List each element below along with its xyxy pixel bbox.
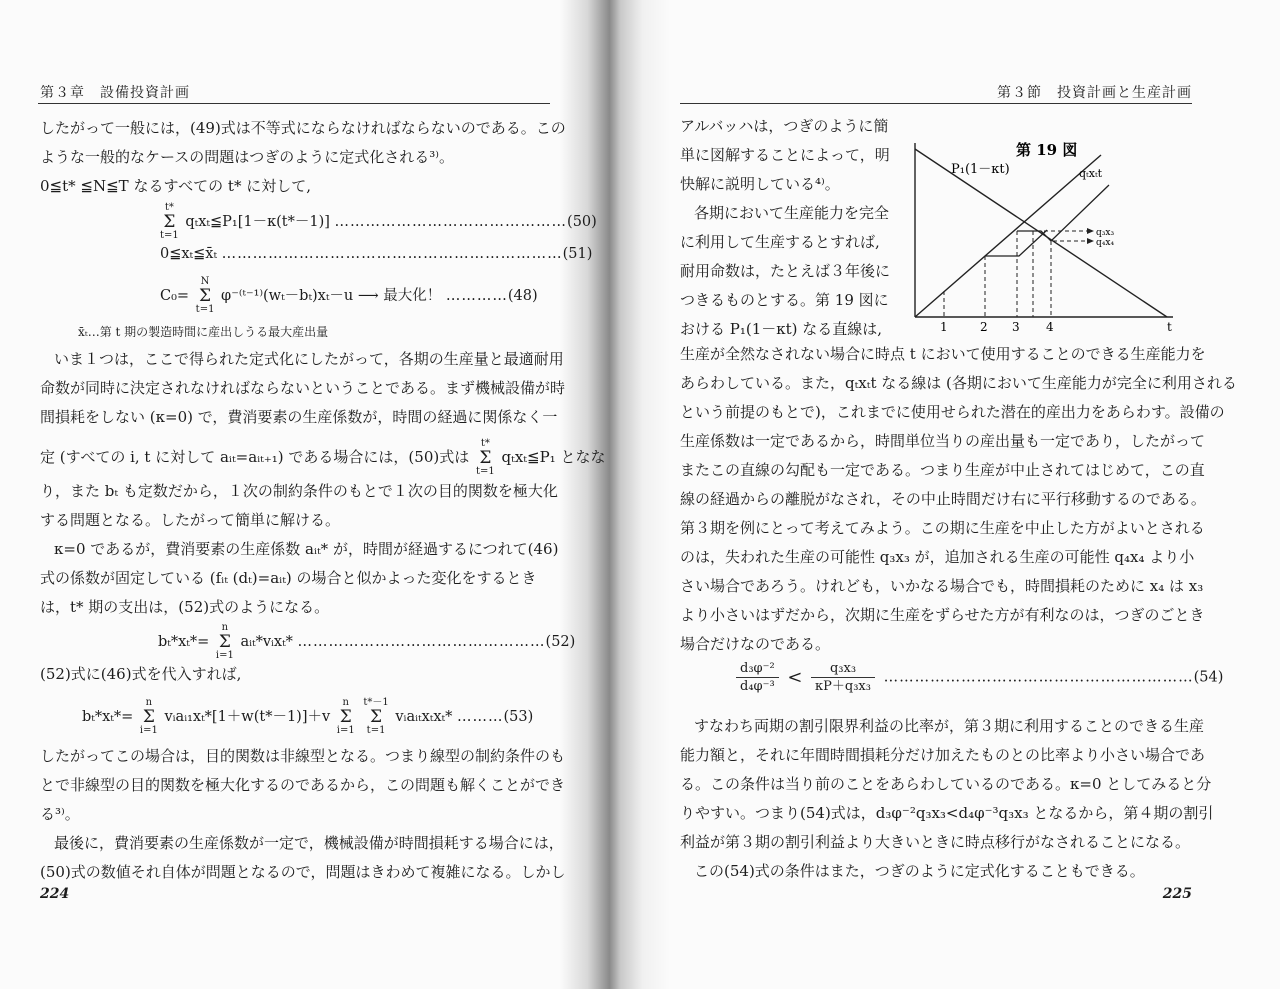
q4x4-label: q₄x₄ (1096, 238, 1115, 248)
text-line: 場合だけなのである。 (680, 635, 831, 653)
capacity-line-label: P₁(1－κt) (951, 162, 1010, 177)
header-rule (38, 103, 550, 104)
text-line: (52)式に(46)式を代入すれば, (40, 665, 242, 683)
x-axis-label: t (1167, 320, 1172, 334)
equation-52: bₜ*xₜ*= n Σ i=1 aᵢₜ*vᵢxₜ* …………………………………………(52) (158, 622, 576, 661)
text-line: は，t* 期の支出は，(52)式のようになる。 (40, 598, 330, 616)
text-line: という前提のもとで)，これまでに使用せられた潜在的産出力をあらわす。設備の (680, 403, 1225, 421)
equation-54: $\frac{\text{d₃φ⁻²}}{\text{d₄φ⁻³}}$ < $\frac{\text{q₃x₃}}{\text{κP＋q₃x₃}}$ ……………………………………………………(54) (732, 660, 1223, 695)
text-line: 耐用命数は，たとえば３年後に (680, 262, 891, 280)
text-line: る³⁾。 (40, 805, 80, 823)
text-line: 命数が同時に決定されなければならないということである。まず機械設備が時 (40, 379, 566, 397)
equation-51: 0≦xₜ≦x̄ₜ …………………………………………………………(51) (160, 246, 593, 262)
left-page (0, 0, 606, 989)
text-line: る。この条件は当り前のことをあらわしているのである。κ=0 としてみると分 (680, 775, 1212, 793)
footnote-definition: x̄ₜ…第 t 期の製造時間に産出しうる最大産出量 (78, 325, 329, 339)
text-line: ような一般的なケースの問題はつぎのように定式化される³⁾。 (40, 148, 454, 166)
text-line: (50)式の数値それ自体が問題となるので，問題はきわめて複雑になる。しかし (40, 863, 566, 881)
text-line: のは，失われた生産の可能性 q₃x₃ が，追加される生産の可能性 q₄x₄ より小 (680, 548, 1195, 566)
text-line: する問題となる。したがって簡単に解ける。 (40, 511, 341, 529)
equation-53: bₜ*xₜ*= n Σ i=1 vᵢaᵢ₁xₜ*[1＋w(t*－1)]＋v n Σ i=1 t*－1 Σ t=1 vᵢaᵢₜxₜxₜ* ………(53) (82, 697, 534, 736)
equation-48: C₀= N Σ t=1 φ⁻⁽ᵗ⁻¹⁾(wₜ－bₜ)xₜ－u ⟶ 最大化！ …………(48) (160, 276, 538, 315)
equation-50: t* Σ t=1 qₜxₜ≦P₁[1－κ(t*－1)] ………………………………………(50) (160, 202, 597, 241)
text-line: より小さいはずだから，次期に生産をずらせた方が有利なのは，つぎのごとき (680, 606, 1205, 624)
text-line: 各期において生産能力を完全 (694, 204, 890, 222)
text-line: 定 (すべての i, t に対して aᵢₜ=aᵢₜ₊₁) である場合には，(50)式は t* Σ t=1 qₜxₜ≦P₁ となな (40, 438, 606, 477)
text-line: 利益が第３期の割引利益より大きいときに時点移行がなされることになる。 (680, 833, 1191, 851)
header-rule (680, 103, 1192, 104)
text-line: したがってこの場合は，目的関数は非線型となる。つまり線型の制約条件のも (40, 747, 566, 765)
text-line: あらわしている。また，qₜxₜt なる線は (各期において生産能力が完全に利用される (680, 374, 1237, 392)
running-header: 第３節 投資計画と生産計画 (997, 85, 1192, 101)
figure-19-diagram (905, 135, 1185, 335)
cumulative-output-line (915, 155, 1101, 317)
shifted-line-period-3 (985, 230, 1047, 256)
running-header: 第３章 設備投資計画 (40, 85, 190, 101)
text-line: 式の係数が固定している (fᵢₜ (dₜ)=aᵢₜ) の場合と似かよった変化をするとき (40, 569, 537, 587)
text-line: おける P₁(1－κt) なる直線は, (680, 320, 883, 338)
text-line: りやすい。つまり(54)式は，d₃φ⁻²q₃x₃<d₄φ⁻³q₃x₃ となるから，第４期の割引 (680, 804, 1214, 822)
x-tick-label: 3 (1012, 320, 1020, 334)
text-line: り，また bₜ も定数だから，１次の制約条件のもとで１次の目的関数を極大化 (40, 482, 558, 500)
sigma-symbol: t* Σ t=1 (160, 202, 179, 241)
page-number: 224 (40, 886, 70, 902)
text-line: 生産が全然なされない場合に時点 t において使用することのできる生産能力を (680, 345, 1206, 363)
text-line: またこの直線の勾配も一定である。つまり生産が中止されてはじめて，この直 (680, 461, 1205, 479)
text-line: κ=0 であるが，費消要素の生産係数 aᵢₜ* が，時間が経過するにつれて(46) (54, 540, 559, 558)
text-line: 快解に説明している⁴⁾。 (680, 175, 840, 193)
text-line: アルバッハは，つぎのように簡 (680, 117, 889, 135)
x-tick-label: 2 (980, 320, 988, 334)
text-line: 最後に，費消要素の生産係数が一定で，機械設備が時間損耗する場合には， (54, 834, 564, 852)
text-line: この(54)式の条件はまた，つぎのように定式化することもできる。 (694, 862, 1145, 880)
figure-title: 第 19 図 (1016, 141, 1078, 159)
right-page (660, 0, 1280, 989)
text-line: に利用して生産するとすれば, (680, 233, 880, 251)
x-tick-label: 4 (1046, 320, 1054, 334)
cumulative-line-label: qₜxₜt (1079, 167, 1103, 180)
text-line: さい場合であろう。けれども，いかなる場合でも，時間損耗のために x₄ は x₃ (680, 577, 1204, 595)
text-line: 線の経過からの離脱がなされ，その中止時間だけ右に平行移動するのである。 (680, 490, 1206, 508)
text-line: したがって一般には，(49)式は不等式にならなければならないのである。この (40, 119, 566, 137)
q3x3-label: q₃x₃ (1096, 228, 1115, 238)
text-line: 0≦t* ≦N≦T なるすべての t* に対して, (40, 177, 311, 195)
text-line: すなわち両期の割引限界利益の比率が，第３期に利用することのできる生産 (694, 717, 1205, 735)
text-line: 間損耗をしない (κ=0) で，費消要素の生産係数が，時間の経過に関係なく一 (40, 408, 558, 426)
text-line: 能力額と，それに年間時間損耗分だけ加えたものとの比率より小さい場合であ (680, 746, 1206, 764)
arrow-icon (1087, 228, 1094, 234)
text-line: とで非線型の目的関数を極大化するのであるから，この問題も解くことができ (40, 776, 566, 794)
text-line: 第３期を例にとって考えてみよう。この期に生産を中止した方がよいとされる (680, 519, 1205, 537)
text-line: いま１つは，ここで得られた定式化にしたがって，各期の生産量と最適耐用 (54, 350, 564, 368)
text-line: 生産係数は一定であるから，時間単位当りの産出量も一定であり，したがって (680, 432, 1206, 450)
text-line: 単に図解することによって，明 (680, 146, 890, 164)
arrow-icon (1087, 238, 1094, 244)
page-number: 225 (1162, 886, 1192, 902)
text-line: つきるものとする。第 19 図に (680, 291, 889, 309)
x-tick-label: 1 (940, 320, 948, 334)
